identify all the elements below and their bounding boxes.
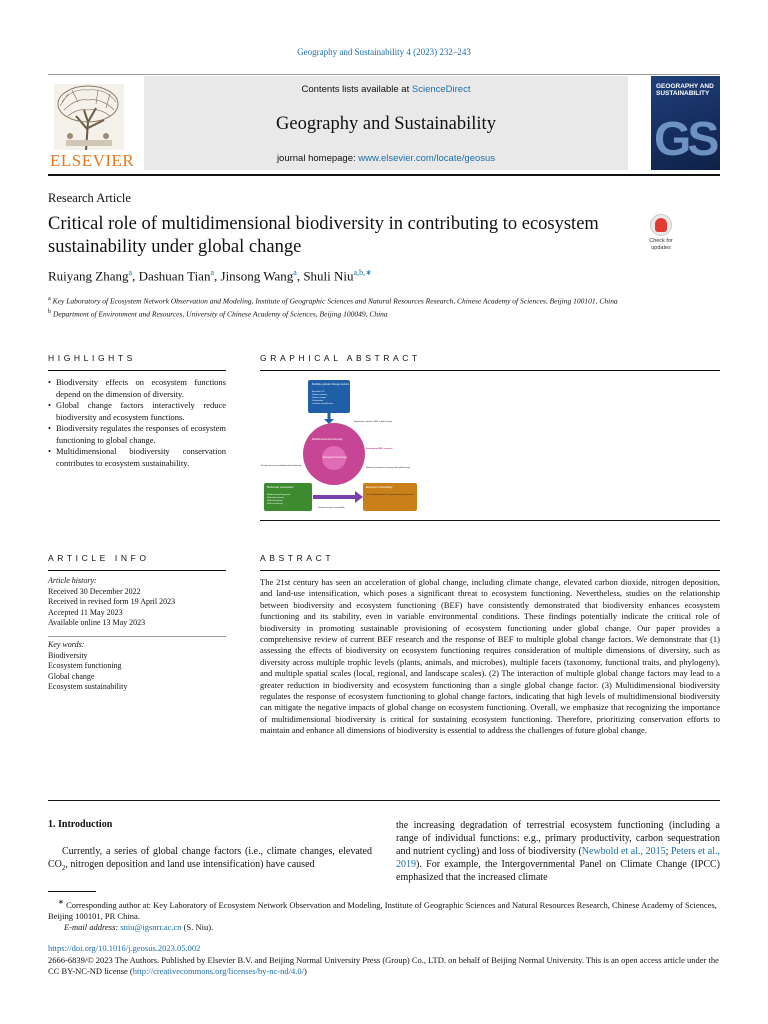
keyword-item: Biodiversity: [48, 650, 88, 660]
author-email-link[interactable]: sniu@igsnrr.ac.cn: [120, 921, 182, 932]
masthead-bottom-rule: [48, 174, 720, 176]
keywords-label: Key words:: [48, 640, 85, 649]
article-info-heading: ARTICLE INFO: [48, 553, 150, 563]
email-suffix: (S. Niu).: [181, 921, 214, 932]
history-item: Available online 13 May 2023: [48, 618, 146, 627]
intro-text: , nitrogen deposition and land use intensification) have caused: [65, 859, 315, 870]
ga-conservation-title: Biodiversity conservation: [267, 486, 294, 489]
ga-conservation-item: Multi-scale diversity: [267, 503, 283, 505]
article-history: [48, 576, 226, 629]
ga-global-change-title: Multiple global change factors: [312, 382, 350, 386]
paper-title: Critical role of multidimensional biodiversity in contributing to ecosystem sustainability under global change: [48, 214, 599, 257]
contents-prefix: Contents lists available at: [301, 84, 412, 95]
copyright-notice: [48, 955, 720, 977]
affiliation-item: [48, 294, 720, 307]
graphical-abstract-rule: [260, 370, 720, 371]
masthead-info-panel: [144, 76, 628, 170]
history-item: Accepted 11 May 2023: [48, 607, 123, 617]
citation-link[interactable]: Peters et al., 2019: [396, 846, 720, 870]
cover-title-line-2: SUSTAINABILITY: [656, 89, 710, 97]
ga-label-right-lower: Maintaining ecosystem functioning under global change: [366, 467, 411, 469]
journal-masthead: [48, 74, 720, 174]
highlights-list: [48, 377, 226, 469]
ga-label-bottom: Towards ecosystem sustainability: [318, 507, 345, 509]
cover-title-line-1: GEOGRAPHY AND: [656, 83, 714, 90]
keyword-item: Ecosystem functioning: [48, 661, 122, 670]
email-label: E-mail address:: [64, 921, 121, 932]
affiliation-item: [48, 307, 720, 320]
article-info-rule: [48, 570, 226, 571]
ga-global-change-item: N deposition: [312, 400, 324, 402]
author-affil-mark[interactable]: a: [128, 268, 133, 277]
author-name[interactable]: Jinsong Wang: [220, 268, 294, 284]
ga-label-left: Raising awareness of multidimensional biodiversity: [261, 465, 302, 467]
footnote-body: Corresponding author at: Key Laboratory of Ecosystem Network Observation and Modeling, Institute of Geographic Sciences and Natural Resources Research, Chinese Academy of Sciences, Beijing 100101, PR China.: [48, 899, 717, 921]
introduction-left-column: [48, 845, 372, 875]
footnote-text: [48, 897, 720, 922]
ga-ecosystem-functioning-label: Ecosystem functioning: [323, 456, 347, 459]
intro-text: the increasing degradation of terrestrial ecosystem functioning (including a range of individual functions: e.g., primary productivity, carbon sequestration and nutrient cycling) and loss of biodiversity (: [396, 820, 720, 857]
author-name[interactable]: Ruiyang Zhang: [48, 268, 129, 284]
check-for-updates-button[interactable]: [641, 214, 681, 258]
history-item: Received in revised form 19 April 2023: [48, 597, 176, 606]
ga-conservation-item: Multi-facet diversity: [267, 500, 283, 502]
ga-global-change-item: Land-use intensification: [312, 403, 334, 405]
highlights-rule: [48, 370, 226, 371]
corresponding-author-footnote: [48, 897, 720, 933]
journal-title: Geography and Sustainability: [276, 114, 496, 134]
citation-link[interactable]: Newbold et al., 2015: [581, 846, 666, 857]
abstract-rule: [260, 570, 720, 571]
ga-label-top-right: Exploring the response of BEF to global change: [354, 421, 393, 423]
article-type: Research Article: [48, 191, 131, 205]
cover-title: [656, 84, 714, 98]
graphical-abstract-bottom-rule: [260, 520, 720, 521]
copyright-text: 2666-6839/© 2023 The Authors. Published by Elsevier B.V. and Beijing Normal University Press (Group) Co., LTD. on behalf of Beijing Normal University. This is an open access article under the CC BY-NC-ND license (: [48, 955, 719, 976]
affiliation-mark: a: [48, 295, 51, 302]
highlights-heading: HIGHLIGHTS: [48, 353, 136, 363]
ga-conservation-item: Multi-trophic diversity: [267, 497, 284, 499]
intro-text: Currently, a series of global change factors (i.e., climate changes, elevated CO: [48, 846, 372, 870]
introduction-right-column: [396, 819, 720, 884]
highlight-item: • Biodiversity effects on ecosystem functions depend on the dimension of diversity.: [48, 377, 226, 400]
front-matter-bottom-rule: [48, 800, 720, 801]
doi-link[interactable]: https://doi.org/10.1016/j.geosus.2023.05.002: [48, 943, 201, 953]
keywords-block: [48, 640, 226, 693]
masthead-top-rule: [48, 74, 720, 75]
homepage-prefix: journal homepage:: [276, 153, 359, 164]
copyright-close: ): [304, 966, 307, 976]
graphical-abstract-figure[interactable]: [260, 378, 420, 514]
cover-gs-letters: GS: [654, 113, 716, 166]
ga-global-change-item: Climate warming: [312, 394, 327, 396]
author-affil-mark[interactable]: a: [293, 268, 297, 277]
journal-homepage-link[interactable]: www.elsevier.com/locate/geosus: [358, 153, 496, 164]
affiliations: [48, 294, 720, 320]
citation-separator: ;: [665, 846, 671, 857]
author-affil-mark[interactable]: a,b,∗: [353, 268, 372, 277]
intro-text: ). For example, the Intergovernmental Panel on Climate Change (IPCC) emphasized that the increased climate: [396, 859, 720, 883]
license-link[interactable]: http://creativecommons.org/licenses/by-nc-nd/4.0/: [132, 966, 304, 976]
abstract-heading: ABSTRACT: [260, 553, 335, 563]
ga-label-right: Developing BEF research: [366, 448, 393, 450]
author-name[interactable]: Dashuan Tian: [138, 268, 211, 284]
journal-reference-link[interactable]: Geography and Sustainability 4 (2023) 232–243: [297, 47, 471, 57]
highlight-item: • Global change factors interactively reduce biodiversity and ecosystem functions.: [48, 400, 226, 423]
affiliation-text: Department of Environment and Resources, University of Chinese Academy of Sciences, Beijing 100049, China: [53, 309, 388, 319]
author-list: Ruiyang Zhang$^a$, Dashuan Tian$^a$, Jinsong Wang$^a$, Shuli Niu$^{a,b,∗}$: [48, 268, 372, 284]
introduction-heading: 1. Introduction: [48, 819, 113, 830]
graphical-abstract-heading: GRAPHICAL ABSTRACT: [260, 353, 421, 363]
history-item: Received 30 December 2022: [48, 586, 141, 596]
footnote-email: [48, 922, 720, 933]
ga-conservation-item: Multidimensional Perspective: [267, 494, 291, 496]
ga-sustainability-text: The sustainable provision of ecosystem functioning and services: [366, 494, 415, 496]
ga-global-change-item: Climate change: [312, 397, 326, 399]
article-history-label: Article history:: [48, 576, 97, 585]
affiliation-mark: b: [48, 308, 52, 315]
ga-sustainability-title: Ecosystem Sustainability: [366, 486, 393, 489]
elsevier-wordmark: ELSEVIER: [50, 151, 135, 170]
contents-line: [144, 84, 628, 95]
check-for-updates-icon: [650, 214, 672, 236]
author-affil-mark[interactable]: a: [210, 268, 215, 277]
article-info-divider: [48, 636, 226, 637]
homepage-line: [144, 153, 628, 164]
keyword-item: Ecosystem sustainability: [48, 682, 128, 691]
highlight-item: • Biodiversity regulates the responses of ecosystem functioning to global change.: [48, 423, 226, 446]
ga-global-change-item: Elevated CO2: [312, 391, 325, 393]
author-name[interactable]: Shuli Niu: [303, 268, 354, 284]
affiliation-text: Key Laboratory of Ecosystem Network Observation and Modeling, Institute of Geographic Sciences and Natural Resources Research, Chinese Academy of Sciences, Beijing 100101, China: [52, 296, 618, 306]
keyword-item: Global change: [48, 671, 95, 681]
ga-biodiversity-label: Multidimensional biodiversity: [312, 438, 343, 441]
journal-cover-thumbnail[interactable]: [651, 76, 720, 170]
highlight-item: • Multidimensional biodiversity conservation contributes to ecosystem sustainability.: [48, 446, 226, 469]
check-for-updates-label: Check for updates: [649, 238, 673, 251]
sciencedirect-link[interactable]: ScienceDirect: [411, 84, 471, 95]
intro-subscript: 2: [61, 864, 66, 872]
footnote-rule: [48, 891, 96, 892]
ga-arrow-right-head: [355, 491, 363, 503]
footnote-star: ∗: [58, 898, 64, 906]
abstract-body: The 21st century has seen an acceleration of global change, including climate change, elevated carbon dioxide, nitrogen deposition, and land-use intensification, which poses a significant threat to ecosystem functioning. Nevertheless, studies on the relationship between biodiversity and ecosystem functioning (BEF) have consistently demonstrated that biodiversity enhances ecosystem functioning and its stability, even in variable environmental conditions. These findings potentially indicate the critical role of biodiversity in promoting sustainable provisioning of ecosystem functioning under global change. Our paper provides a comprehensive review of current BEF research and the response of BEF to multiple global change factors. We demonstrate that (1) assessing the effects of biodiversity on ecosystem functioning requires consideration of multiple dimensions of diversity, such as diversity across multiple trophic levels (plants, animals, and microbes), multiple facets (taxonomy, functional traits, and phylogeny), and multiple spatial scales (local, regional, and landscape scales). (2) The interaction of multiple global change factors may lead to a greater reduction in biodiversity and ecosystem functioning than a single global change factor. (3) Multidimensional biodiversity regulates the response of ecosystem functioning to global change factors, indicating that high levels of multidimensional biodiversity can mitigate the negative impacts of global change on ecosystem functioning. Overall, we emphasize that recognizing the importance of multidimensional biodiversity is critical for sustaining ecosystem functioning. Therefore, prioritizing conservation efforts to maintain and enhance all dimensions of biodiversity is essential to address the challenges of future global change.: [260, 577, 720, 736]
